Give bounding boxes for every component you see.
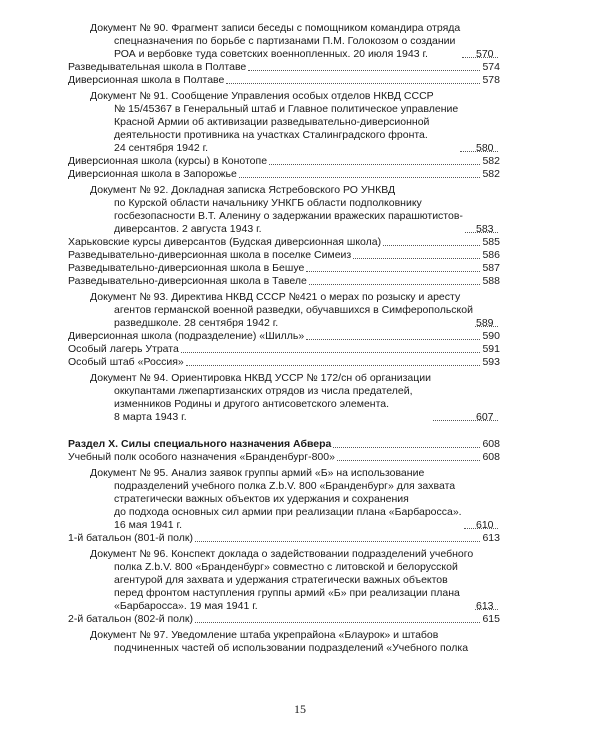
toc-entry [68, 74, 500, 87]
entry-title: Диверсионная школа в Полтаве [68, 74, 225, 86]
entry-page-number: 574 [482, 61, 500, 73]
document-entry: Документ № 93. Директива НКВД СССР №421 о мерах по розыску и аресту агентов германской военной разведки, обучавшихся в Симферопольской разведшколе. 28 сентября 1942 г. 589 [68, 291, 500, 330]
toc-entry [68, 532, 500, 545]
entry-title: Особый штаб «Россия» [68, 356, 184, 368]
document-entry: Документ № 90. Фрагмент записи беседы с помощником командира отряда спецназначения по борьбе с партизанами П.М. Голокозом о создании РОА и вербовке туда советских военнопленных. 20 июля 1943 г. 570 [68, 22, 500, 61]
toc-entry [68, 168, 500, 181]
entry-title: Учебный полк особого назначения «Бранденбург-800» [68, 451, 335, 463]
entry-page-number: 590 [482, 330, 500, 342]
toc-entry [68, 356, 500, 369]
document-entry [68, 629, 500, 655]
entry-page-number: 587 [482, 262, 500, 274]
dot-leader [195, 541, 480, 542]
document-entry: Документ № 95. Анализ заявок группы армий «Б» на использование подразделений учебного полка Z.b.V. 800 «Бранденбург» для захвата стратегически важных объектов их удержания и сохранения до подхода основных сил армии при реализации плана «Барбаросса». 16 мая 1941 г. 610 [68, 467, 500, 532]
entry-title: Документ № 95. Анализ заявок группы армий «Б» на использование подразделений учебного полка Z.b.V. 800 «Бранденбург» для захвата стратегически важных объектов их удержания и сохранения до подхода основных сил армии при реализации плана «Барбаросса». 16 мая 1941 г. [90, 467, 462, 531]
entry-title: Документ № 91. Сообщение Управления особых отделов НКВД СССР № 15/45367 в Генеральный штаб и Главное политическое управление Красной Армии об активизации разведывательно-диверсионной деятельности противника на участках Сталинградского фронта. 24 сентября 1942 г. [90, 90, 459, 154]
entry-page-number: 585 [482, 236, 500, 248]
entry-page-number: 582 [482, 168, 500, 180]
dot-leader [269, 164, 480, 165]
entry-title: Особый лагерь Утрата [68, 343, 179, 355]
dot-leader [248, 70, 480, 71]
dot-leader [383, 245, 480, 246]
entry-page-number: 593 [482, 356, 500, 368]
entry-title: Разведывательная школа в Полтаве [68, 61, 247, 73]
toc-entry [68, 343, 500, 356]
section-heading [68, 438, 500, 451]
entry-title: Документ № 92. Докладная записка Ястребовского РО УНКВД по Курской области начальнику УНКГБ области подполковнику госбезопасности В.Т. Аленину о задержании вражеских парашютистов- диверсантов. 2 августа 1943 г. [90, 184, 463, 235]
dot-leader [306, 271, 480, 272]
entry-title: Документ № 97. Уведомление штаба укрепрайона «Блаурок» и штабов подчиненных частей об использовании подразделений «Учебного полка [90, 629, 469, 654]
dot-leader [337, 460, 481, 461]
toc-entry [68, 262, 500, 275]
document-entry: Документ № 94. Ориентировка НКВД УССР № 172/сн об организации оккупантами лжепартизанских отрядов из числа предателей, изменников Родины и другого антисоветского элемента. 8 марта 1943 г. 607 [68, 372, 500, 424]
dot-leader [353, 258, 480, 259]
entry-title: Разведывательно-диверсионная школа в Тавеле [68, 275, 307, 287]
toc-entry [68, 613, 500, 626]
dot-leader [239, 177, 481, 178]
dot-leader [226, 83, 480, 84]
entry-title: Документ № 93. Директива НКВД СССР №421 о мерах по розыску и аресту агентов германской военной разведки, обучавшихся в Симферопольской разведшколе. 28 сентября 1942 г. [90, 291, 473, 329]
entry-page-number: 615 [482, 613, 500, 625]
dot-leader [333, 447, 480, 448]
entry-title: Разведывательно-диверсионная школа в поселке Симеиз [68, 249, 352, 261]
toc-entry [68, 61, 500, 74]
entry-page-number: 608 [482, 451, 500, 463]
entry-title: Документ № 90. Фрагмент записи беседы с помощником командира отряда спецназначения по борьбе с партизанами П.М. Голокозом о создании РОА и вербовке туда советских военнопленных. 20 июля 1943 г. [90, 22, 461, 60]
entry-page-number: 591 [482, 343, 500, 355]
entry-title: Документ № 96. Конспект доклада о задействовании подразделений учебного полка Z.b.V. 800 «Бранденбург» совместно с литовской и белорусской агентурой для захвата и удержания стратегически важных объектов перед фронтом наступления группы армий «Б» при реализации плана «Барбаросса». 19 мая 1941 г. [90, 548, 474, 612]
entry-title: Диверсионная школа в Запорожье [68, 168, 237, 180]
document-entry: Документ № 92. Докладная записка Ястребовского РО УНКВД по Курской области начальнику УНКГБ области подполковнику госбезопасности В.Т. Аленину о задержании вражеских парашютистов- диверсантов. 2 августа 1943 г. 583 [68, 184, 500, 236]
entry-title: Документ № 94. Ориентировка НКВД УССР № 172/сн об организации оккупантами лжепартизанских отрядов из числа предателей, изменников Родины и другого антисоветского элемента. 8 марта 1943 г. [90, 372, 432, 423]
table-of-contents [68, 22, 500, 655]
entry-page-number: 588 [482, 275, 500, 287]
dot-leader [181, 352, 481, 353]
document-entry: Документ № 96. Конспект доклада о задействовании подразделений учебного полка Z.b.V. 800 «Бранденбург» совместно с литовской и белорусской агентурой для захвата и удержания стратегически важных объектов перед фронтом наступления группы армий «Б» при реализации плана «Барбаросса». 19 мая 1941 г. 613 [68, 548, 500, 613]
dot-leader [306, 339, 480, 340]
toc-entry [68, 155, 500, 168]
document-entry: Документ № 91. Сообщение Управления особых отделов НКВД СССР № 15/45367 в Генеральный штаб и Главное политическое управление Красной Армии об активизации разведывательно-диверсионной деятельности противника на участках Сталинградского фронта. 24 сентября 1942 г. 580 [68, 90, 500, 155]
toc-entry [68, 451, 500, 464]
entry-title: Диверсионная школа (подразделение) «Шилль» [68, 330, 305, 342]
toc-entry [68, 236, 500, 249]
dot-leader [195, 622, 480, 623]
entry-title: 1-й батальон (801-й полк) [68, 532, 193, 544]
page-number: 15 [294, 702, 306, 716]
entry-title: Харьковские курсы диверсантов (Будская диверсионная школа) [68, 236, 382, 248]
entry-page-number: 613 [482, 532, 500, 544]
entry-page-number: 608 [482, 438, 500, 450]
dot-leader [186, 365, 481, 366]
entry-page-number: 586 [482, 249, 500, 261]
entry-title: 2-й батальон (802-й полк) [68, 613, 193, 625]
entry-title: Раздел X. Силы специального назначения Абвера [68, 438, 332, 450]
toc-entry [68, 249, 500, 262]
toc-entry [68, 330, 500, 343]
entry-page-number: 578 [482, 74, 500, 86]
dot-leader [309, 284, 481, 285]
entry-page-number: 582 [482, 155, 500, 167]
entry-title: Диверсионная школа (курсы) в Конотопе [68, 155, 268, 167]
entry-title: Разведывательно-диверсионная школа в Бешуе [68, 262, 305, 274]
toc-entry [68, 275, 500, 288]
